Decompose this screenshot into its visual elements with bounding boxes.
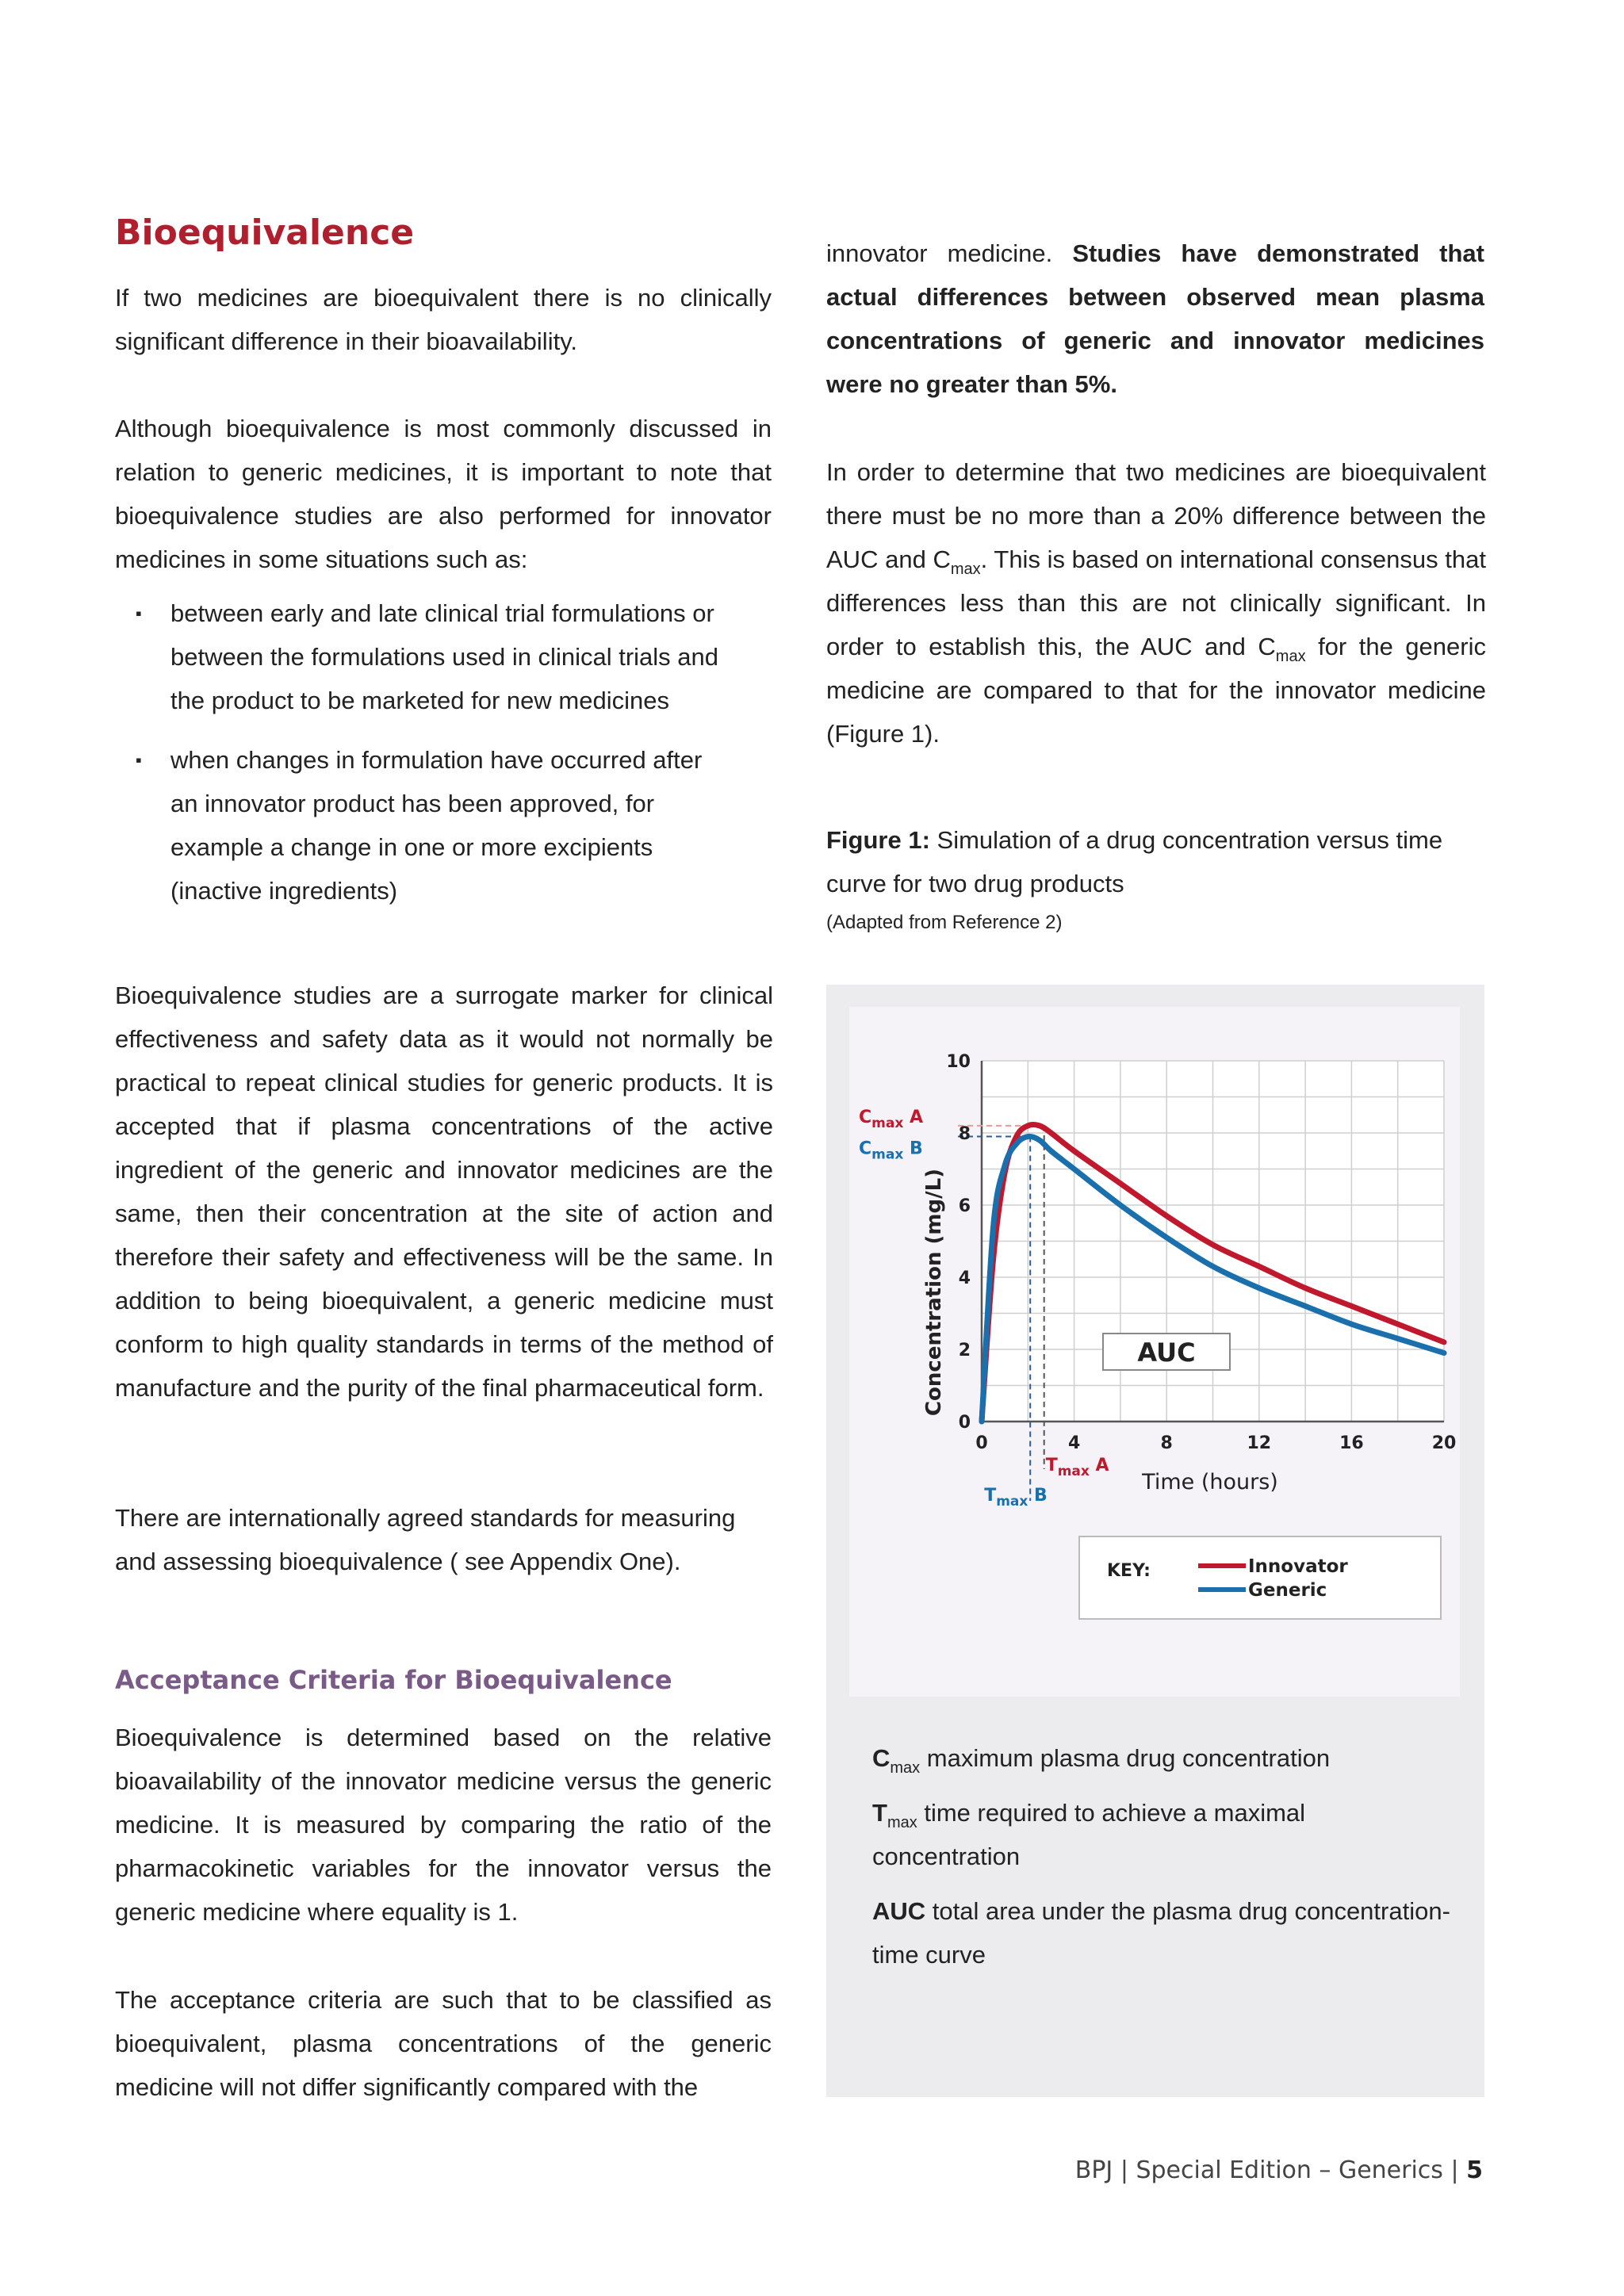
y-tick-label: 2 <box>958 1341 971 1360</box>
edition-name: Special Edition – Generics <box>1136 2156 1443 2184</box>
x-tick-label: 0 <box>975 1433 988 1453</box>
legend-innovator: Innovator <box>1248 1556 1348 1577</box>
figure-label: Figure 1: <box>826 826 930 854</box>
bold-finding: Studies have demonstrated that actual differences between observed mean plasma concentrations of generic and innovator medicines were no greater than 5%. <box>826 239 1484 398</box>
bullet-icon: ▪ <box>136 750 142 770</box>
definition-auc: AUC total area under the plasma drug concentration-time curve <box>872 1897 1450 1969</box>
x-tick-label: 4 <box>1067 1433 1081 1453</box>
paragraph-bioavailability: If two medicines are bioequivalent there is no clinically significant difference in their bioavailability. <box>115 284 772 355</box>
paragraph-surrogate-marker: Bioequivalence studies are a surrogate marker for clinical effectiveness and safety data as it would not normally be practical to repeat clinical studies for generic products. It is accepted that if plasma concentrations of the active ingredient of the generic and innovator medicines are the same, then their concentration at the site of action and therefore their safety and effectiveness will be the same. In addition to being bioequivalent, a generic medicine must conform to high quality standards in terms of the method of manufacture and the purity of the final pharmaceutical form. <box>115 982 773 1402</box>
list-item: ▪ when changes in formulation have occurred after an innovator product has been approved, for example a change in one or more excipients (inactive ingredients) <box>115 738 726 913</box>
paragraph-relative-bioavailability: Bioequivalence is determined based on the relative bioavailability of the innovator medicine versus the generic medicine. It is measured by comparing the ratio of the pharmacokinetic variables for the innovator versus the generic medicine where equality is 1. <box>115 1724 772 1926</box>
surrogate-paragraph <box>115 974 773 1410</box>
situations-list <box>115 591 773 913</box>
bullet-icon: ▪ <box>136 603 142 623</box>
journal-name: BPJ <box>1074 2156 1113 2184</box>
y-tick-label: 8 <box>958 1124 971 1144</box>
definition-tmax: $T_{max}$ time required to achieve a maximal concentration <box>872 1799 1306 1870</box>
x-tick-label: 20 <box>1431 1433 1457 1453</box>
ratio-paragraph <box>115 1716 772 1934</box>
concentration-time-chart <box>849 1007 1460 1697</box>
x-tick-label: 12 <box>1247 1433 1272 1453</box>
x-tick-label: 16 <box>1339 1433 1364 1453</box>
tmax-b-label: $T_{max}$ B <box>984 1486 1048 1510</box>
paragraph-acceptance-criteria: The acceptance criteria are such that to be classified as bioequivalent, plasma concentrations of the generic medicine will not differ significantly compared with the <box>115 1986 772 2101</box>
y-axis-label: Concentration (mg/L) <box>922 1168 946 1417</box>
paragraph-standards: There are internationally agreed standards for measuring and assessing bioequivalence ( see Appendix One). <box>115 1504 736 1575</box>
auc-label: AUC <box>1137 1337 1196 1368</box>
page-number: 5 <box>1466 2156 1483 2184</box>
x-tick-label: 8 <box>1160 1433 1173 1453</box>
definition-cmax: $C_{max}$ maximum plasma drug concentration <box>872 1744 1331 1777</box>
tmax-a-label: $T_{max}$ A <box>1045 1456 1109 1479</box>
cmax-a-label: $C_{max}$ A <box>859 1107 923 1131</box>
standards-paragraph <box>115 1496 773 1583</box>
criteria-paragraph <box>115 1978 772 2109</box>
situations-paragraph <box>115 407 772 581</box>
paragraph-innovator-situations: Although bioequivalence is most commonly discussed in relation to generic medicines, it is important to note that bioequivalence studies are also performed for innovator medicines in some situations such as: <box>115 415 772 573</box>
figure-source: (Adapted from Reference 2) <box>826 912 1063 933</box>
figure-caption: Figure 1: Simulation of a drug concentration versus time curve for two drug products (Adapted from Reference 2) <box>826 818 1484 940</box>
y-tick-label: 10 <box>946 1052 971 1072</box>
key-title: KEY: <box>1107 1561 1151 1581</box>
legend-generic: Generic <box>1248 1580 1327 1601</box>
y-tick-label: 6 <box>958 1196 971 1216</box>
determination-paragraph: In order to determine that two medicines are bioequivalent there must be no more than a 20% difference between the AUC and $C_{max}$. This is based on international consensus that differences less than this are not clinically significant. In order to establish this, the AUC and $C_{max}$ for the generic medicine are compared to that for the innovator medicine (Figure 1). <box>826 458 1486 748</box>
list-item: ▪ between early and late clinical trial formulations or between the formulations used in clinical trials and the product to be marketed for new medicines <box>115 591 726 722</box>
figure-definitions <box>872 1736 1459 1988</box>
intro-paragraph <box>115 276 772 363</box>
cmax-b-label: $C_{max}$ B <box>859 1138 923 1163</box>
acceptance-section <box>115 1665 773 1695</box>
section-heading: Acceptance Criteria for Bioequivalence <box>115 1665 672 1695</box>
page-footer: BPJ | Special Edition – Generics | 5 <box>1074 2156 1483 2184</box>
x-axis-label: Time (hours) <box>1142 1470 1278 1494</box>
studies-paragraph: innovator medicine. Studies have demonstrated that actual differences between observed mean plasma concentrations of generic and innovator medicines were no greater than 5%. <box>826 239 1484 398</box>
y-tick-label: 0 <box>958 1413 971 1433</box>
y-tick-label: 4 <box>958 1269 971 1288</box>
page-title: Bioequivalence <box>115 212 415 253</box>
